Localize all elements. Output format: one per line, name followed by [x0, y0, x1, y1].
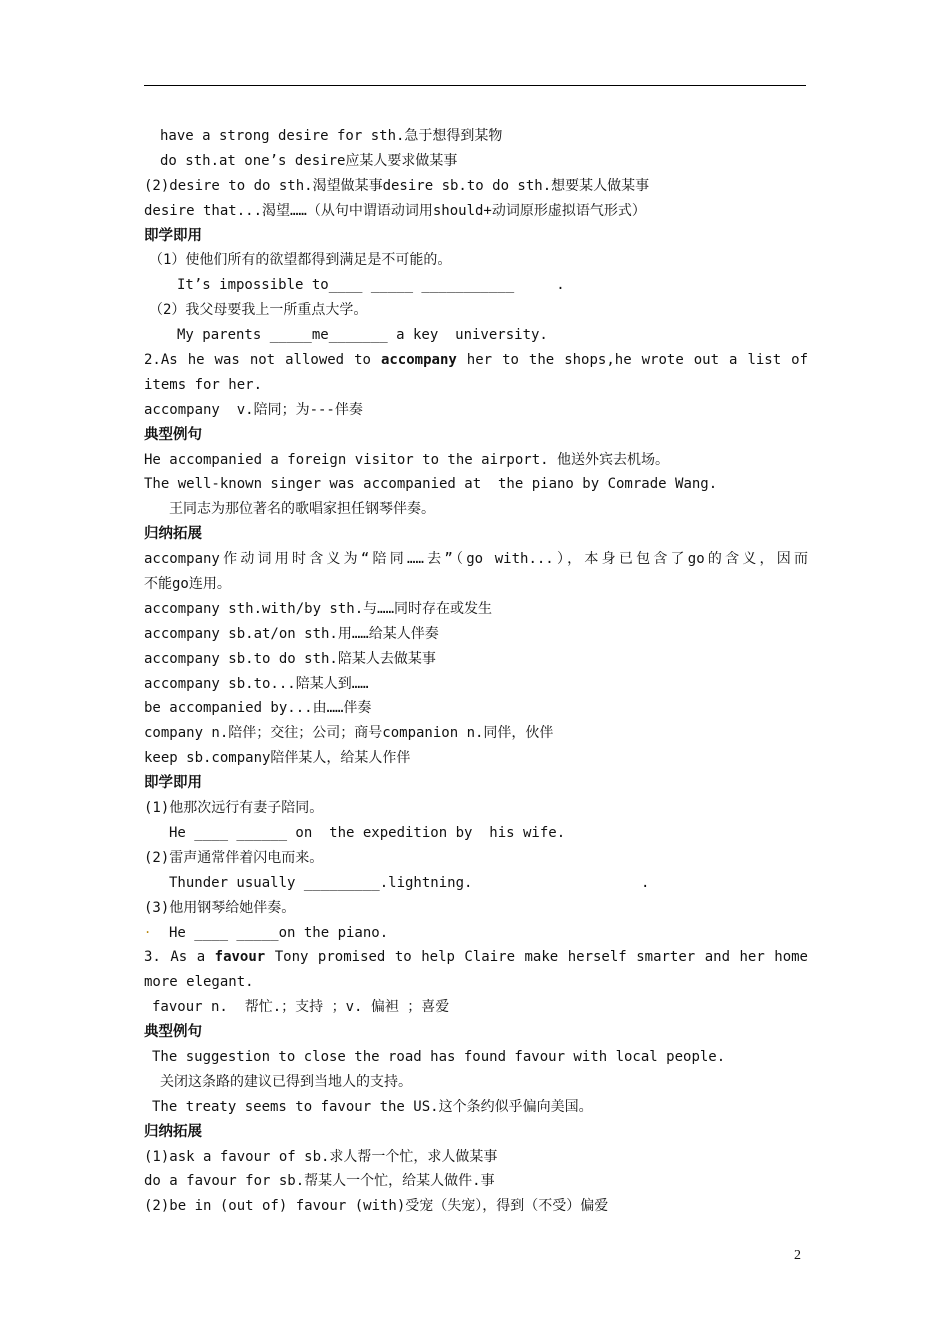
text-segment: Tony promised to help Claire make herself smarter and her home	[265, 949, 808, 966]
section-heading: 即学即用	[144, 227, 202, 244]
text-line: do a favour for sb.帮某人一个忙，给某人做件.事	[144, 1173, 495, 1190]
text-line: He ____ _____on the piano.	[169, 924, 389, 941]
text-segment: 2.As he was not allowed to	[144, 352, 381, 369]
header-rule	[144, 85, 806, 86]
text-line: （1）使他们所有的欲望都得到满足是不可能的。	[149, 252, 452, 269]
text-line: The treaty seems to favour the US.这个条约似乎偏向美国。	[152, 1098, 593, 1115]
text-line: It’s impossible to____ _____ ___________ .	[177, 277, 565, 294]
text-line: do sth.at one’s desire应某人要求做某事	[160, 152, 458, 169]
text-line: accompany v.陪同；为---伴奏	[144, 401, 363, 418]
text-line: (2)desire to do sth.渴望做某事desire sb.to do sth.想要某人做某事	[144, 177, 650, 194]
text-line: items for her.	[144, 376, 263, 393]
text-line: The well-known singer was accompanied at the piano by Comrade Wang.	[144, 476, 718, 493]
text-line: My parents _____me_______ a key university.	[177, 327, 548, 344]
text-line: keep sb.company陪伴某人，给某人作伴	[144, 750, 411, 767]
text-line: 王同志为那位著名的歌唱家担任钢琴伴奏。	[169, 501, 435, 518]
text-line: (2)雷声通常伴着闪电而来。	[144, 849, 324, 866]
page-number: 2	[794, 1248, 801, 1263]
text-line	[144, 348, 808, 373]
text-line: accompany作动词用时含义为“陪同……去”（go with...），本身已包含了go的含义，因而	[144, 551, 808, 568]
text-line: (2)be in (out of) favour (with)受宠（失宠），得到（不受）偏爱	[144, 1198, 609, 1215]
text-line: have a strong desire for sth.急于想得到某物	[160, 128, 503, 144]
text-line: accompany sb.to...陪某人到……	[144, 675, 369, 692]
text-line: （2）我父母要我上一所重点大学。	[149, 302, 368, 319]
text-line: He accompanied a foreign visitor to the airport. 他送外宾去机场。	[144, 451, 670, 468]
section-heading: 即学即用	[144, 775, 202, 792]
text-line: be accompanied by...由……伴奏	[144, 700, 372, 717]
text-line: (1)他那次远行有妻子陪同。	[144, 800, 324, 817]
text-line: 不能go连用。	[144, 576, 231, 593]
document-body	[144, 124, 808, 1219]
text-line: The suggestion to close the road has found favour with local people.	[152, 1048, 726, 1065]
text-line: company n.陪伴；交往；公司；商号companion n.同伴，伙伴	[144, 725, 554, 742]
text-line: accompany sth.with/by sth.与……同时存在或发生	[144, 600, 493, 617]
text-line: accompany sb.to do sth.陪某人去做某事	[144, 650, 436, 667]
text-line: accompany sb.at/on sth.用……给某人伴奏	[144, 625, 439, 642]
text-line: Thunder usually _________.lightning. .	[169, 874, 650, 891]
keyword: favour	[214, 949, 266, 966]
text-line: more elegant.	[144, 974, 254, 991]
keyword: accompany	[380, 352, 457, 369]
text-segment: her to the shops,he wrote out a list of	[456, 352, 808, 369]
text-line: 关闭这条路的建议已得到当地人的支持。	[160, 1073, 412, 1090]
text-line: (1)ask a favour of sb.求人帮一个忙，求人做某事	[144, 1148, 498, 1165]
section-heading: 典型例句	[144, 426, 202, 443]
text-segment: 3. As a	[144, 949, 215, 966]
section-heading: 归纳拓展	[144, 526, 202, 543]
text-line: favour n. 帮忙.；支持 ；v. 偏袒 ；喜爱	[152, 999, 450, 1016]
section-heading: 归纳拓展	[144, 1123, 202, 1140]
text-line: (3)他用钢琴给她伴奏。	[144, 899, 296, 916]
text-line: He ____ ______ on the expedition by his wife.	[169, 824, 566, 841]
section-heading: 典型例句	[144, 1024, 202, 1041]
stray-mark: .	[144, 922, 152, 936]
text-line: desire that...渴望……（从句中谓语动词用should+动词原形虚拟语气形式）	[144, 202, 646, 219]
text-line	[144, 945, 808, 970]
